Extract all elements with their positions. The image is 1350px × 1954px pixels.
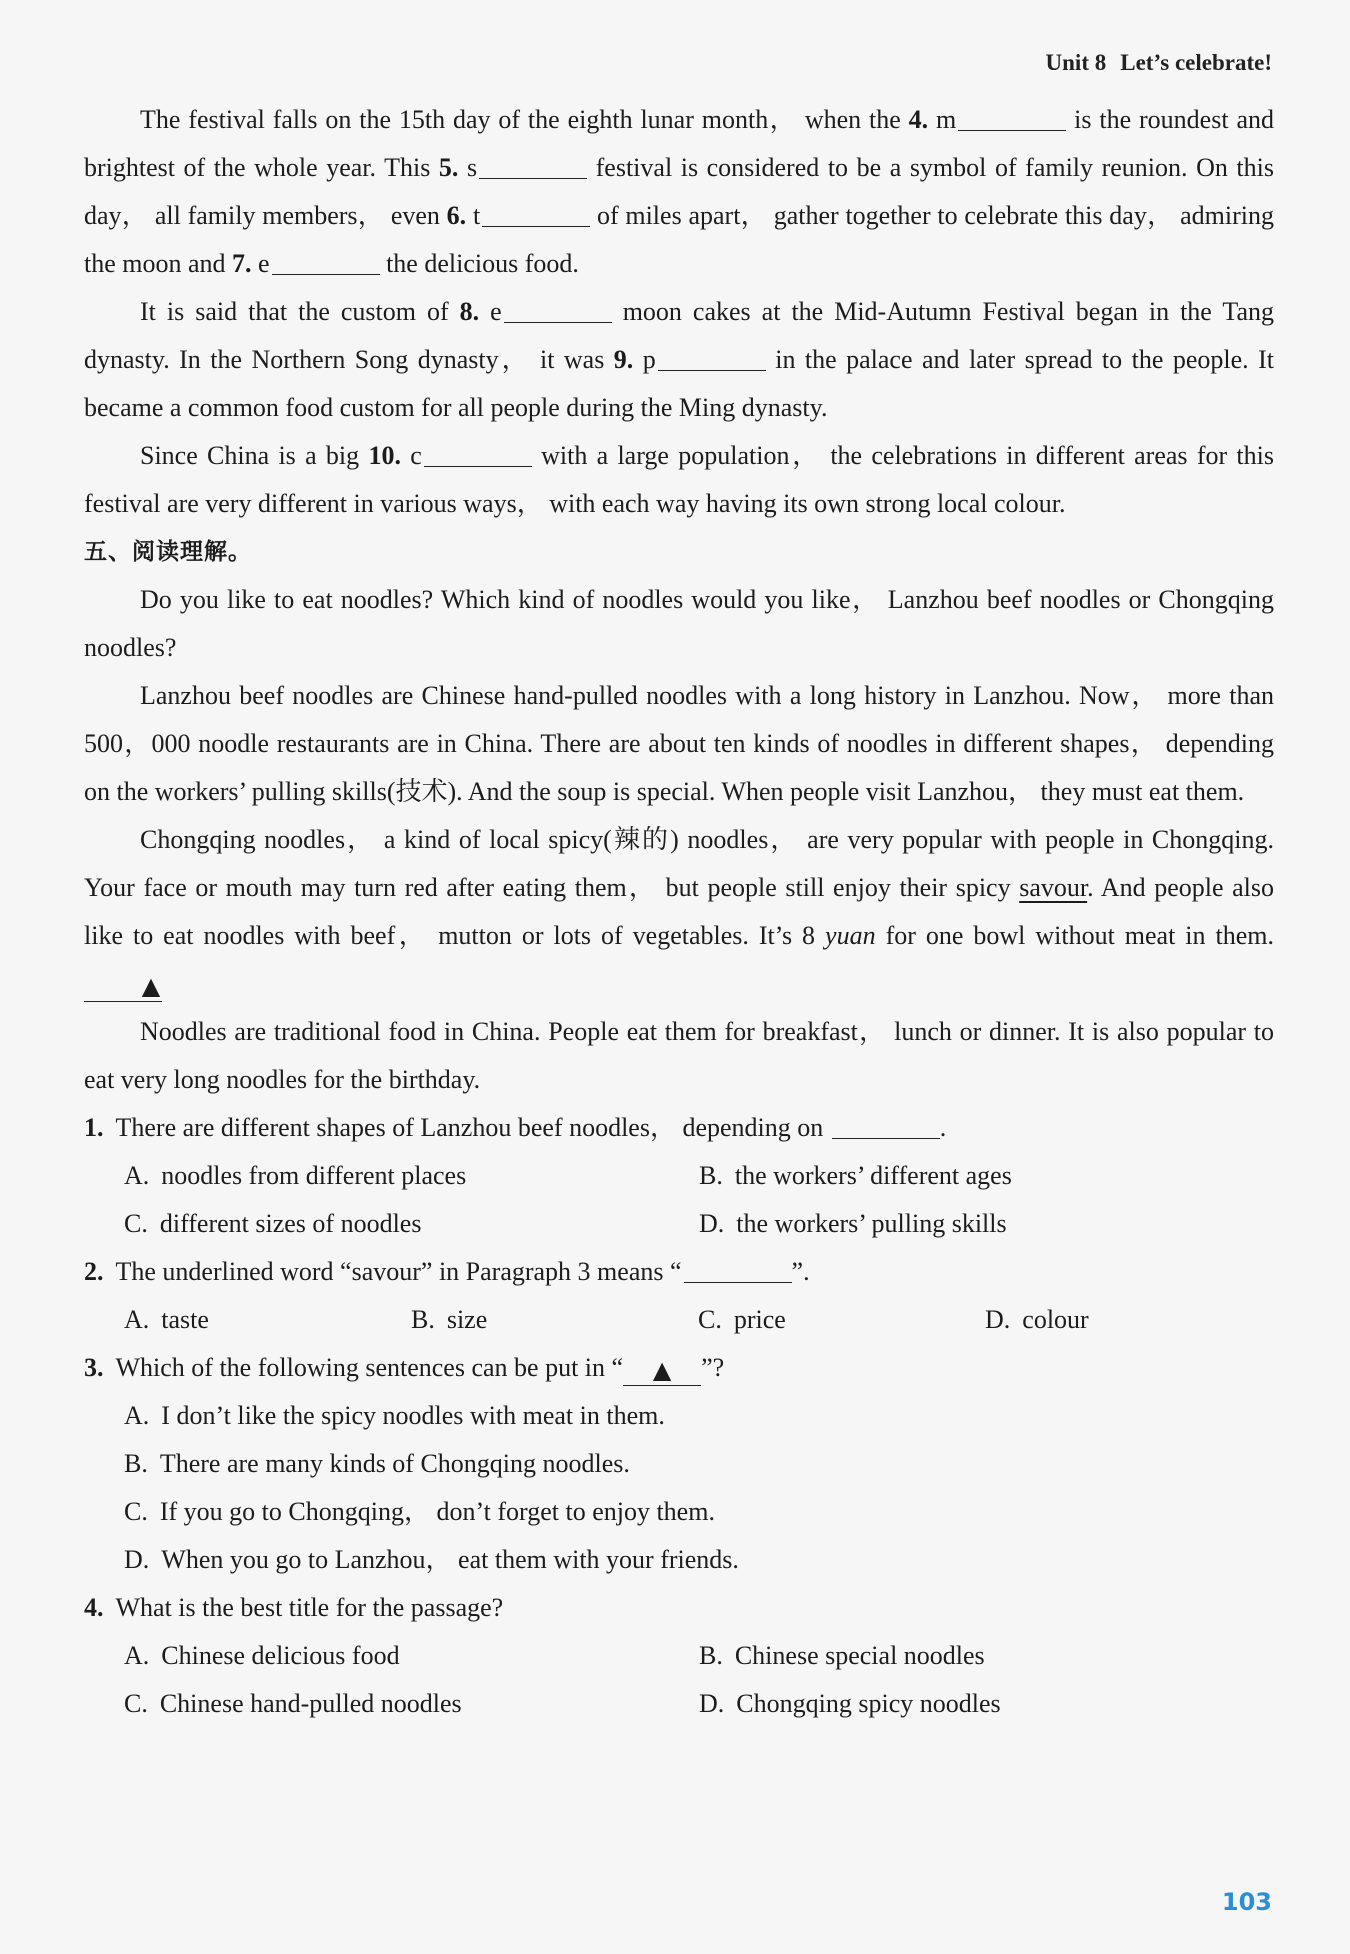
blank-letter-8: e [479,297,502,326]
question-1: 1. There are different shapes of Lanzhou beef noodles， depending on . A. noodles from different places B. the workers’ different ages C. different sizes of noodles D. the workers’ pulling skills [84,1104,1274,1248]
blank-number-9: 9. [613,345,634,374]
page-header [1046,50,1272,76]
section-title: 五、阅读理解。 [84,539,252,565]
option-a[interactable]: A. taste [124,1305,209,1334]
cloze-paragraph-1: The festival falls on the 15th day of the eighth lunar month， when the 4. m is the roundest and brightest of the whole year. This 5. s festival is considered to be a symbol of family reunion. On this day， all family members， even 6. t of miles apart， gather together to celebrate this day， admiring the moon and 7. e the delicious food. [84,105,1274,278]
blank-letter-6: t [466,201,481,230]
option-c[interactable]: C. different sizes of noodles [124,1209,422,1238]
option-d[interactable]: D. When you go to Lanzhou， eat them with your friends. [124,1545,739,1574]
option-d[interactable]: D. the workers’ pulling skills [699,1209,1007,1238]
page-number: 103 [1221,1888,1272,1916]
question-stem: What is the best title for the passage? [115,1593,504,1622]
triangle-blank [623,1357,701,1386]
option-c[interactable]: C. Chinese hand-pulled noodles [124,1689,462,1718]
option-c[interactable]: C. price [698,1305,786,1334]
blank-5[interactable] [479,152,587,179]
blank-8[interactable] [504,296,612,323]
option-a[interactable]: A. Chinese delicious food [124,1641,400,1670]
blank-9[interactable] [658,344,766,371]
question-2: 2. The underlined word “savour” in Paragraph 3 means “ ”. A. taste B. size C. price D. colour [84,1248,1274,1344]
blank-number-7: 7. [232,249,252,278]
blank-number-10: 10. [368,441,401,470]
blank-letter-9: p [633,345,656,374]
question-stem: Which of the following sentences can be put in “ [115,1353,624,1382]
cloze-paragraph-3: Since China is a big 10. c with a large population， the celebrations in different areas for this festival are very different in various ways， with each way having its own strong local colour. [84,441,1274,518]
option-b[interactable]: B. There are many kinds of Chongqing noodles. [124,1449,630,1478]
option-b[interactable]: B. the workers’ different ages [699,1161,1012,1190]
question-number: 4. [84,1593,104,1622]
question-stem: The underlined word “savour” in Paragraph 3 means “ [115,1257,682,1286]
page-content [84,96,1274,1728]
blank-letter-4: m [928,105,957,134]
triangle-icon: ▲ [652,1356,672,1384]
blank-letter-7: e [251,249,270,278]
blank-4[interactable] [958,104,1066,131]
passage-paragraph-3: Chongqing noodles， a kind of local spicy(辣的) noodles， are very popular with people in Chongqing. Your face or mouth may turn red after eating them， but people still enjoy their spicy savour. And people also like to eat noodles with beef， mutton or lots of vegetables. It’s 8 yuan for one bowl without meat in them. ▲ [84,825,1275,1000]
question-4 [84,1584,1274,1728]
yuan-word: yuan [825,921,876,950]
triangle-blank [84,973,162,1002]
question-number: 1. [84,1113,104,1142]
passage-paragraph-1: Do you like to eat noodles? Which kind of noodles would you like， Lanzhou beef noodles or Chongqing noodles? [84,585,1274,662]
option-b[interactable]: B. size [411,1305,488,1334]
question-number: 2. [84,1257,104,1286]
unit-title: Let’s celebrate! [1120,50,1272,75]
blank-number-4: 4. [908,105,929,134]
question-number: 3. [84,1353,104,1382]
option-c[interactable]: C. If you go to Chongqing， don’t forget to enjoy them. [124,1497,715,1526]
question-stem: There are different shapes of Lanzhou beef noodles， depending on [115,1113,830,1142]
option-a[interactable]: A. noodles from different places [124,1161,467,1190]
answer-blank[interactable] [832,1112,940,1139]
blank-letter-10: c [400,441,422,470]
option-d[interactable]: D. Chongqing spicy noodles [699,1689,1001,1718]
underlined-word-savour: savour [1019,873,1088,902]
blank-number-8: 8. [459,297,480,326]
blank-10[interactable] [424,440,532,467]
passage-paragraph-4: Noodles are traditional food in China. People eat them for breakfast， lunch or dinner. It is also popular to eat very long noodles for the birthday. [84,1017,1274,1094]
passage-paragraph-2: Lanzhou beef noodles are Chinese hand-pulled noodles with a long history in Lanzhou. Now， more than 500，000 noodle restaurants are in China. There are about ten kinds of noodles in different shapes， depending on the workers’ pulling skills(技术). And the soup is special. When people visit Lanzhou， they must eat them. [84,681,1275,806]
option-b[interactable]: B. Chinese special noodles [699,1641,985,1670]
blank-6[interactable] [482,200,590,227]
option-a[interactable]: A. I don’t like the spicy noodles with meat in them. [124,1401,665,1430]
blank-letter-5: s [458,153,478,182]
unit-label: Unit 8 [1045,50,1107,75]
blank-7[interactable] [272,248,380,275]
blank-number-5: 5. [438,153,459,182]
answer-blank[interactable] [684,1256,792,1283]
triangle-icon: ▲ [141,972,161,1000]
cloze-paragraph-2: It is said that the custom of 8. e moon cakes at the Mid-Autumn Festival began in the Tang dynasty. In the Northern Song dynasty， it was 9. p in the palace and later spread to the people. It became a common food custom for all people during the Ming dynasty. [84,297,1274,422]
question-3: 3. Which of the following sentences can be put in “ ▲ ”? A. I don’t like the spicy noodles with meat in them. B. There are many kinds of Chongqing noodles. C. If you go to Chongqing， don’t forget to enjoy them. D. When you go to Lanzhou， eat them with your friends. [84,1344,1274,1584]
blank-number-6: 6. [446,201,467,230]
option-d[interactable]: D. colour [985,1305,1089,1334]
